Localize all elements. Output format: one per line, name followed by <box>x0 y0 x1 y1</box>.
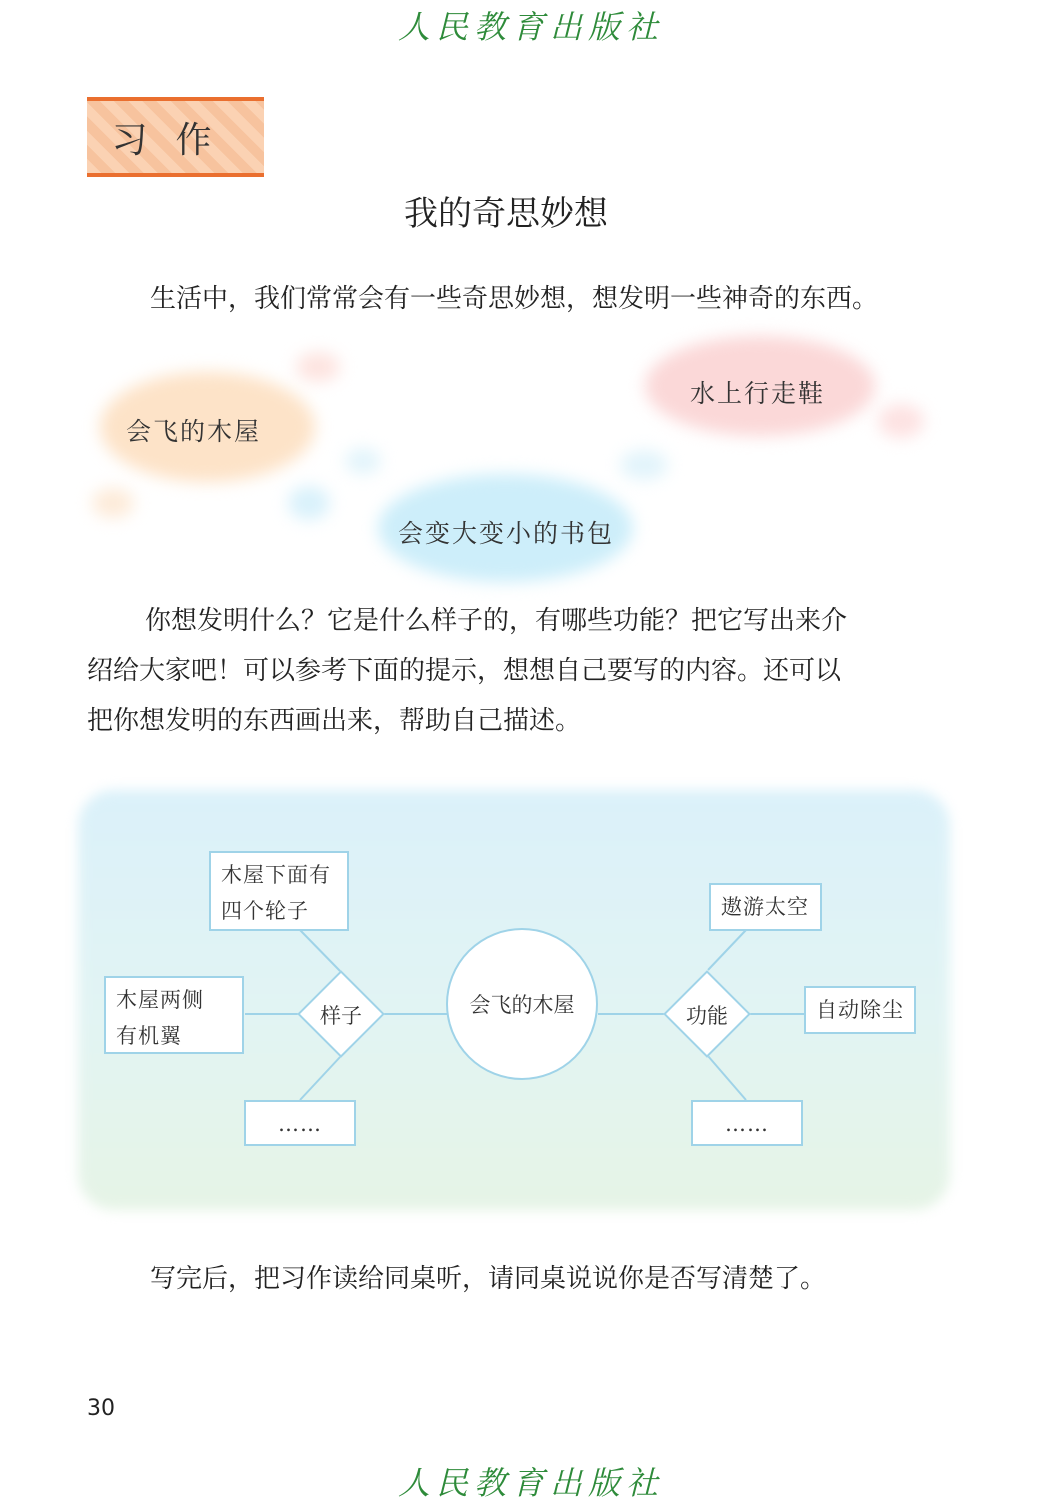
instruction-line-2: 绍给大家吧！可以参考下面的提示，想想自己要写的内容。还可以 <box>87 656 842 686</box>
instruction-line-1: 你想发明什么？它是什么样子的，有哪些功能？把它写出来介 <box>145 606 848 636</box>
box-line: 木屋两侧 <box>116 988 204 1012</box>
section-tag: 习作 <box>87 97 264 177</box>
publisher-logo-header: 人民教育出版社 <box>397 8 664 46</box>
box-line: 木屋下面有 <box>221 863 331 887</box>
closing-paragraph: 写完后，把习作读给同桌听，请同桌说说你是否写清楚了。 <box>150 1264 827 1294</box>
intro-paragraph: 生活中，我们常常会有一些奇思妙想，想发明一些神奇的东西。 <box>150 284 879 314</box>
appearance-box-wheels <box>209 851 349 931</box>
box-line: 有机翼 <box>116 1024 182 1048</box>
page-number: 30 <box>87 1396 115 1421</box>
appearance-box-wings <box>104 976 244 1054</box>
function-label: 功能 <box>686 1004 728 1028</box>
idea-label-flying-house: 会飞的木屋 <box>126 417 262 446</box>
function-box-more: …… <box>691 1100 803 1146</box>
publisher-logo-footer: 人民教育出版社 <box>397 1464 664 1502</box>
instruction-line-3: 把你想发明的东西画出来，帮助自己描述。 <box>87 706 582 736</box>
idea-label-resizable-bag: 会变大变小的书包 <box>398 519 615 548</box>
idea-label-water-shoes: 水上行走鞋 <box>690 379 826 408</box>
center-node: 会飞的木屋 <box>446 928 598 1080</box>
page-title: 我的奇思妙想 <box>404 194 608 234</box>
appearance-label: 样子 <box>320 1004 362 1028</box>
box-line: 四个轮子 <box>221 899 309 923</box>
function-box-dust: 自动除尘 <box>804 986 916 1034</box>
appearance-box-more: …… <box>244 1100 356 1146</box>
function-box-space: 遨游太空 <box>709 883 822 931</box>
